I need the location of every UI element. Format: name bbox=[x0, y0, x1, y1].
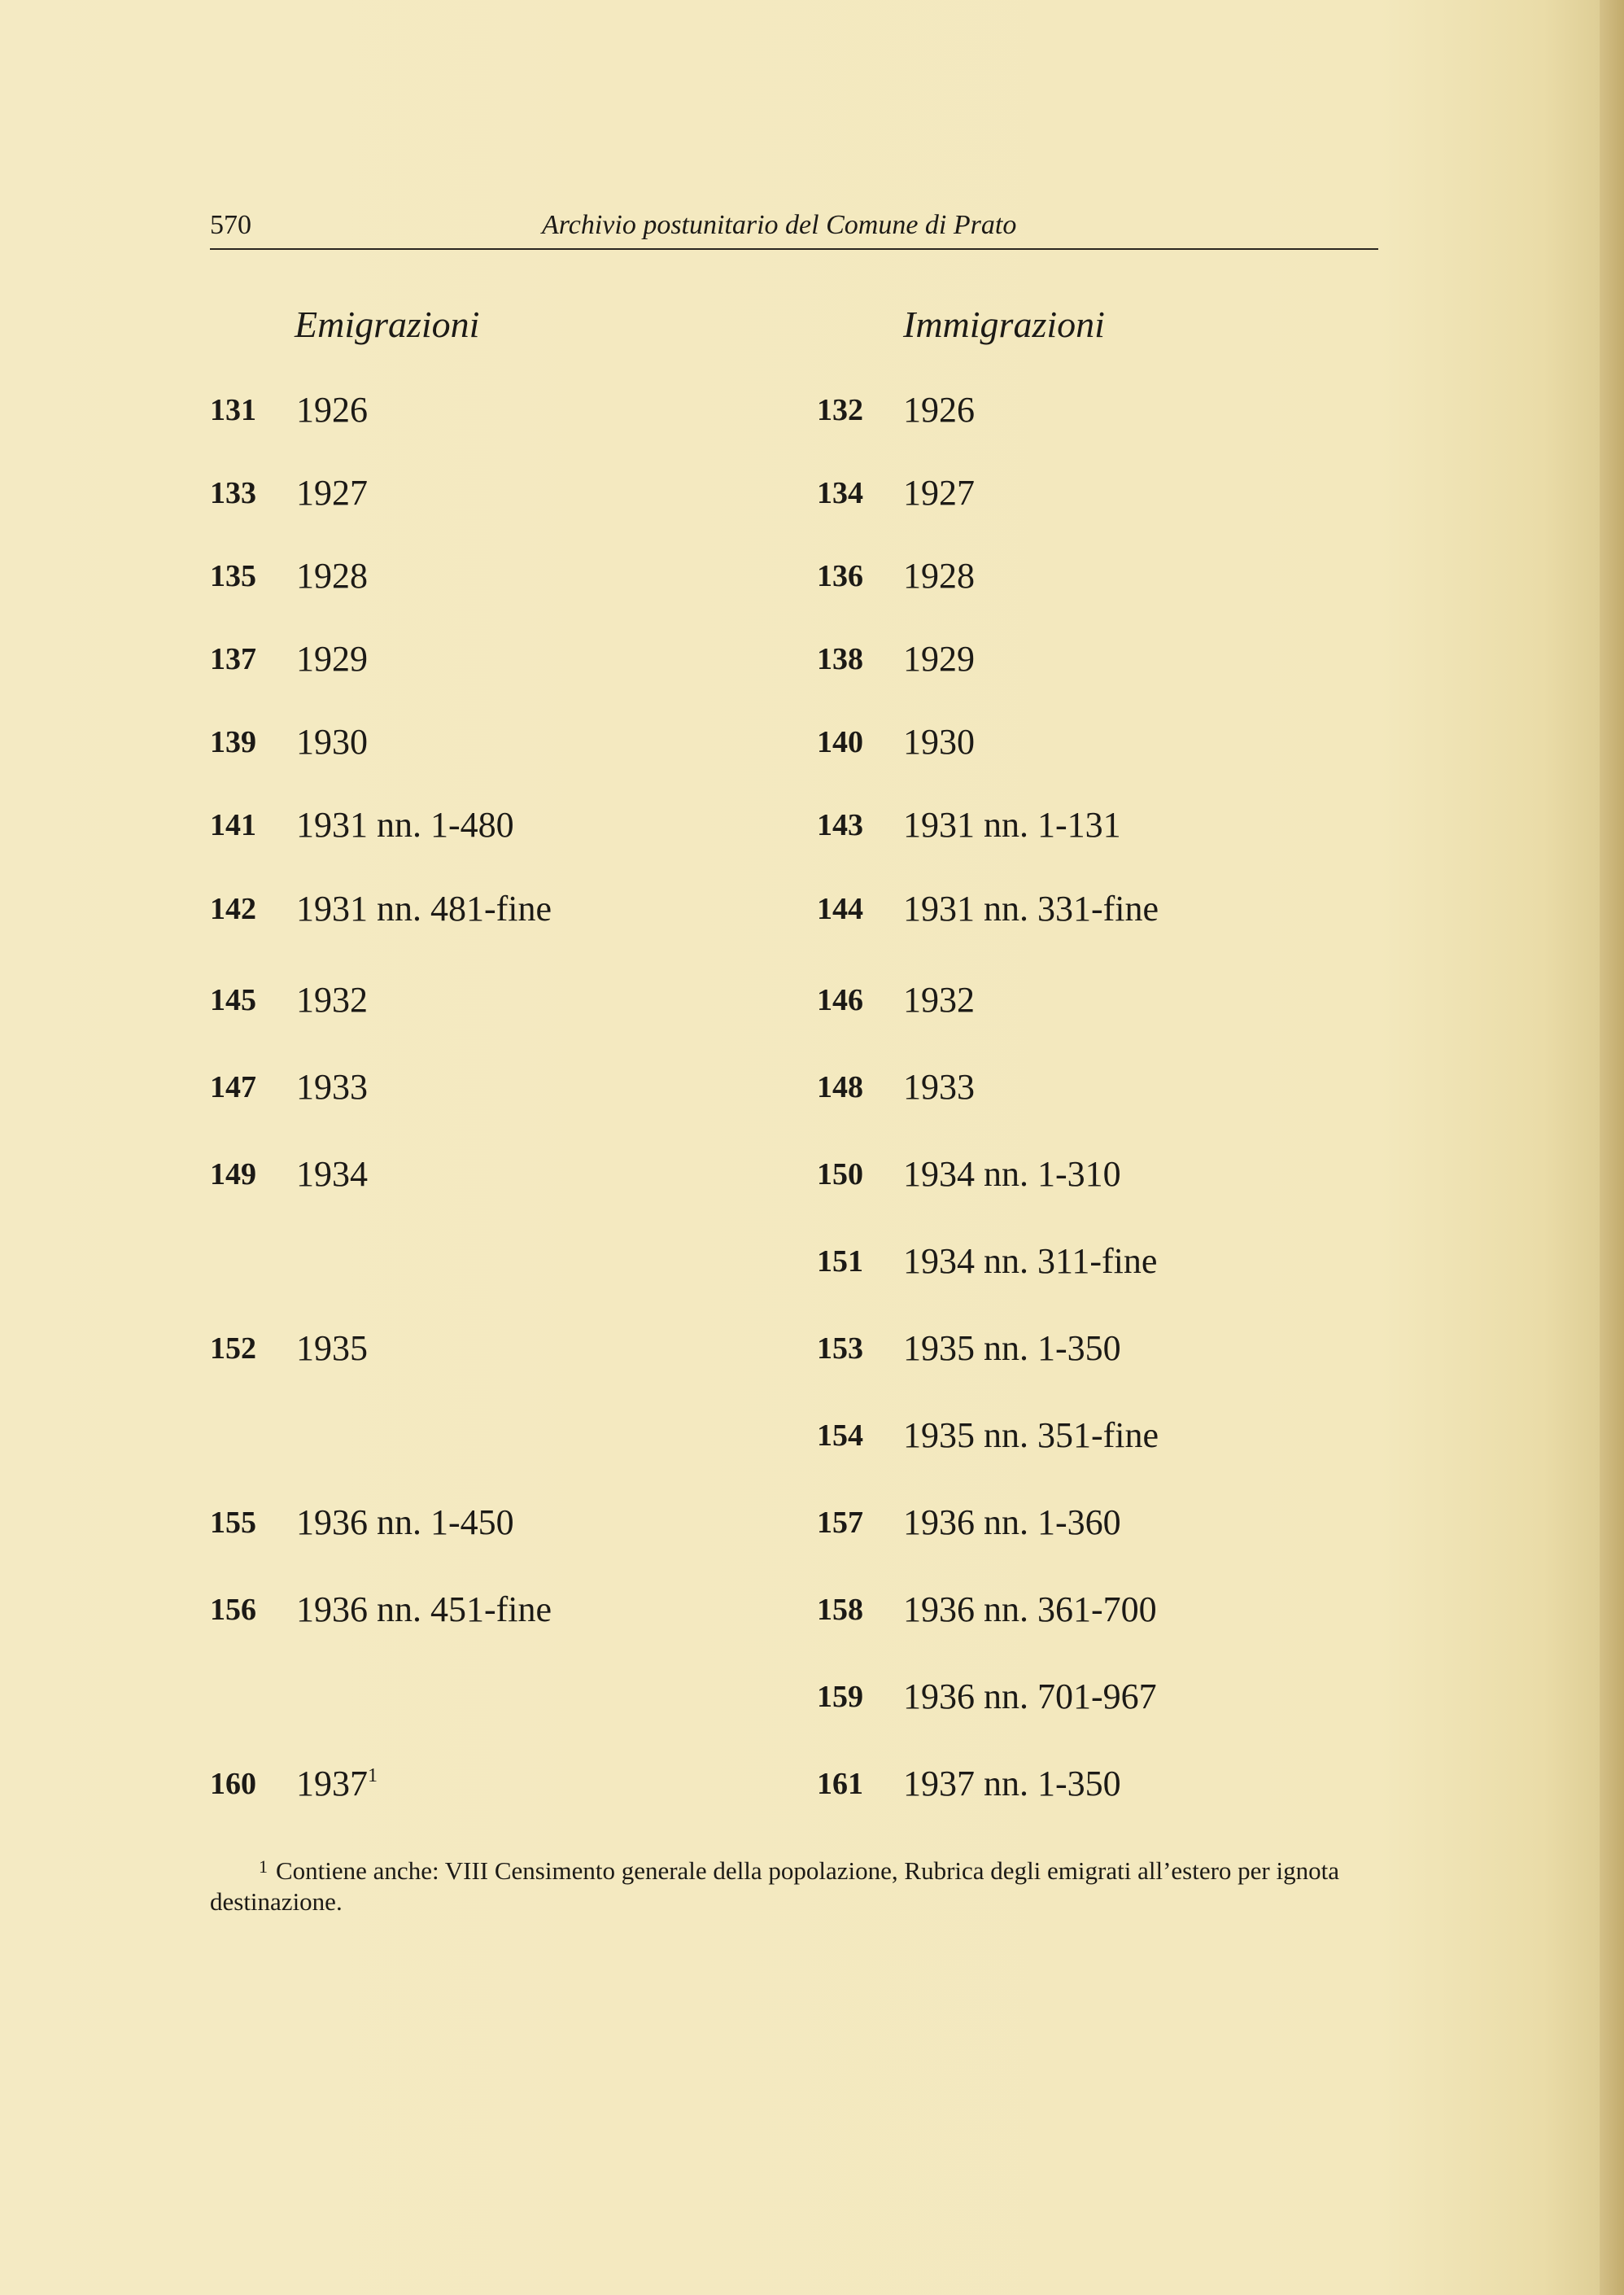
entry-number: 133 bbox=[210, 476, 256, 510]
entry-number: 152 bbox=[210, 1331, 256, 1366]
column-title-emigrazioni: Emigrazioni bbox=[295, 304, 480, 345]
entry-value: 1937 nn. 1-350 bbox=[903, 1764, 1121, 1803]
entry-value: 1936 nn. 1-450 bbox=[296, 1502, 514, 1542]
entry-number: 141 bbox=[210, 808, 256, 842]
entry-number: 149 bbox=[210, 1157, 256, 1191]
entry-number: 137 bbox=[210, 642, 256, 676]
entry-number: 139 bbox=[210, 725, 256, 759]
entry-value: 1932 bbox=[296, 980, 368, 1020]
entry-number: 147 bbox=[210, 1070, 256, 1104]
entry-value: 1933 bbox=[296, 1067, 368, 1107]
entry-value: 1928 bbox=[296, 556, 368, 596]
entry-value: 1931 nn. 331-fine bbox=[903, 889, 1159, 929]
entry-number: 156 bbox=[210, 1593, 256, 1627]
entry-value: 1929 bbox=[903, 639, 975, 679]
entry-number: 145 bbox=[210, 983, 256, 1017]
entry-value: 1936 nn. 451-fine bbox=[296, 1589, 552, 1629]
entry-value: 1926 bbox=[296, 390, 368, 430]
entry-number: 148 bbox=[817, 1070, 863, 1104]
entry-value: 1934 bbox=[296, 1154, 368, 1194]
entry-number: 132 bbox=[817, 393, 863, 427]
entry-number: 161 bbox=[817, 1767, 863, 1801]
page-header bbox=[210, 202, 1378, 249]
entry-number: 158 bbox=[817, 1593, 863, 1627]
entry-number: 136 bbox=[817, 559, 863, 593]
entry-number: 154 bbox=[817, 1419, 863, 1453]
entry-number: 134 bbox=[817, 476, 863, 510]
entry-value: 1931 nn. 481-fine bbox=[296, 889, 552, 929]
footnote bbox=[210, 1856, 1378, 1917]
entry-number: 135 bbox=[210, 559, 256, 593]
entry-number: 143 bbox=[817, 808, 863, 842]
entry-number: 160 bbox=[210, 1767, 256, 1801]
entry-value: 1937 bbox=[296, 1764, 368, 1803]
entry-number: 150 bbox=[817, 1157, 863, 1191]
entry-value: 1936 nn. 701-967 bbox=[903, 1676, 1157, 1716]
entry-value: 1934 nn. 1-310 bbox=[903, 1154, 1121, 1194]
entry-number: 155 bbox=[210, 1506, 256, 1540]
running-title: Archivio postunitario del Comune di Prato bbox=[542, 210, 1017, 240]
entry-value: 1932 bbox=[903, 980, 975, 1020]
entry-value: 1930 bbox=[296, 722, 368, 762]
entry-value: 1928 bbox=[903, 556, 975, 596]
entry-number: 138 bbox=[817, 642, 863, 676]
entry-value: 1931 nn. 1-480 bbox=[296, 805, 514, 845]
entry-number: 131 bbox=[210, 393, 256, 427]
entry-value: 1927 bbox=[296, 473, 368, 513]
footnote-mark: 1 bbox=[259, 1856, 268, 1877]
entry-value: 1936 nn. 1-360 bbox=[903, 1502, 1121, 1542]
entry-value: 1934 nn. 311-fine bbox=[903, 1241, 1158, 1281]
entry-value: 1936 nn. 361-700 bbox=[903, 1589, 1157, 1629]
entry-number: 159 bbox=[817, 1680, 863, 1714]
entry-value: 1935 nn. 351-fine bbox=[903, 1415, 1159, 1455]
entry-number: 153 bbox=[817, 1331, 863, 1366]
entry-value: 1931 nn. 1-131 bbox=[903, 805, 1121, 845]
entry-number: 144 bbox=[817, 892, 863, 926]
entry-value: 1927 bbox=[903, 473, 975, 513]
entry-number: 142 bbox=[210, 892, 256, 926]
footnote-reference: 1 bbox=[368, 1765, 378, 1786]
entry-value: 1933 bbox=[903, 1067, 975, 1107]
entry-value: 1926 bbox=[903, 390, 975, 430]
entry-number: 140 bbox=[817, 725, 863, 759]
entry-number: 157 bbox=[817, 1506, 863, 1540]
entry-value: 1930 bbox=[903, 722, 975, 762]
header-rule bbox=[210, 248, 1378, 250]
entry-value: 1935 nn. 1-350 bbox=[903, 1328, 1121, 1368]
entry-value: 1935 bbox=[296, 1328, 368, 1368]
entry-number: 151 bbox=[817, 1244, 863, 1279]
entry-number: 146 bbox=[817, 983, 863, 1017]
footnote-text: Contiene anche: VIII Censimento generale della popolazione, Rubrica degli emigrati all’estero per ignota destinazione. bbox=[210, 1856, 1339, 1916]
entry-value: 1929 bbox=[296, 639, 368, 679]
page-number: 570 bbox=[210, 210, 251, 240]
page-edge bbox=[1600, 0, 1624, 2295]
column-title-immigrazioni: Immigrazioni bbox=[903, 304, 1105, 345]
